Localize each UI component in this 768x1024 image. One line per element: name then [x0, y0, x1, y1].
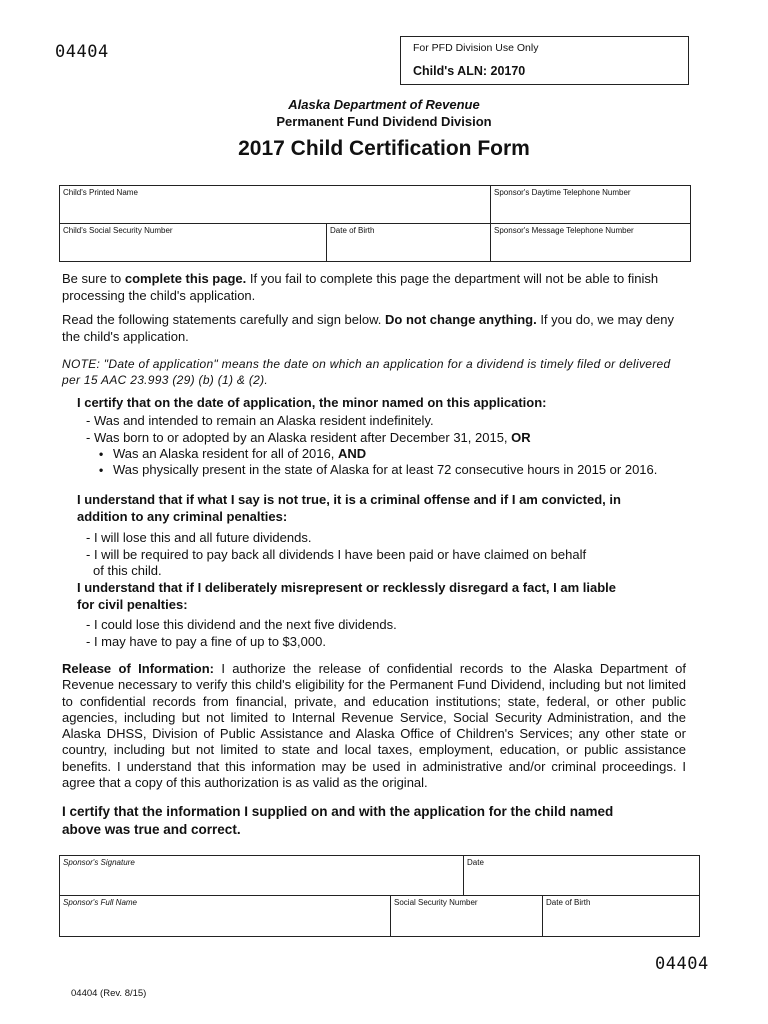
- sponsor-info-table: [59, 855, 700, 937]
- bullet-item-1: [99, 446, 366, 462]
- final-certify-line-1: I certify that the information I supplied on and with the application for the child named: [62, 804, 614, 819]
- intro-p2-text: Read the following statements carefully and sign below.: [62, 312, 386, 327]
- child-dob-label: Date of Birth: [330, 226, 375, 235]
- intro-p2-emphasis: Do not change anything.: [385, 312, 537, 327]
- intro-p1-text: Be sure to: [62, 271, 125, 286]
- and-word: AND: [338, 446, 367, 461]
- sponsor-daytime-phone-field[interactable]: [491, 186, 691, 224]
- intro-p1-rest: If you fail to complete this page the department will not be able to finish processing the child's application.: [62, 271, 659, 303]
- child-dob-field[interactable]: [327, 224, 491, 262]
- note-paragraph: NOTE: "Date of application" means the date on which an application for a dividend is timely filed or delivered per 15 AAC 23.993 (29) (b) (1) & (2).: [62, 357, 671, 387]
- child-info-table: [59, 185, 691, 262]
- sponsor-signature-field[interactable]: [60, 856, 464, 896]
- intro-p2-rest: If you do, we may deny the child's application.: [62, 312, 674, 344]
- sponsor-message-phone-label: Sponsor's Message Telephone Number: [494, 226, 634, 235]
- civil-heading-line-1: I understand that if I deliberately misrepresent or recklessly disregard a fact, I am liable: [77, 580, 616, 595]
- form-title: 2017 Child Certification Form: [238, 137, 530, 160]
- bullet-icon: •: [99, 447, 104, 461]
- release-of-information: [62, 661, 686, 791]
- office-use-label: For PFD Division Use Only: [413, 42, 539, 54]
- child-aln: Child's ALN: 20170: [413, 64, 526, 78]
- sponsor-dob-label: Date of Birth: [546, 898, 591, 907]
- sponsor-ssn-label: Social Security Number: [394, 898, 478, 907]
- bullet-1-text: Was an Alaska resident for all of 2016,: [113, 446, 335, 461]
- criminal-item-1: - I will lose this and all future dividends.: [86, 530, 312, 545]
- certify-item-2: [86, 430, 531, 446]
- form-number: 04404: [55, 42, 109, 62]
- sponsor-full-name-label: Sponsor's Full Name: [63, 898, 137, 907]
- child-printed-name-label: Child's Printed Name: [63, 188, 138, 197]
- civil-item-1: - I could lose this dividend and the next five dividends.: [86, 617, 397, 632]
- sponsor-daytime-phone-label: Sponsor's Daytime Telephone Number: [494, 188, 631, 197]
- bullet-icon: •: [99, 463, 104, 477]
- child-ssn-label: Child's Social Security Number: [63, 226, 173, 235]
- agency-name: Alaska Department of Revenue: [288, 97, 480, 112]
- child-ssn-field[interactable]: [60, 224, 327, 262]
- sponsor-message-phone-field[interactable]: [491, 224, 691, 262]
- intro-p1-emphasis: complete this page.: [124, 271, 247, 286]
- division-name: Permanent Fund Dividend Division: [276, 114, 492, 129]
- signature-date-label: Date: [467, 858, 484, 867]
- or-word: OR: [511, 430, 531, 445]
- bullet-2-text: Was physically present in the state of Alaska for at least 72 consecutive hours in 2015 or 2016.: [113, 462, 658, 477]
- intro-paragraph-1: [62, 270, 686, 304]
- civil-item-2: - I may have to pay a fine of up to $3,000.: [86, 634, 326, 649]
- criminal-heading-line-2: addition to any criminal penalties:: [77, 509, 288, 524]
- certify-heading: I certify that on the date of application, the minor named on this application:: [77, 395, 547, 410]
- certify-item-2-text: - Was born to or adopted by an Alaska resident after December 31, 2015,: [86, 430, 508, 445]
- criminal-heading-line-1: I understand that if what I say is not true, it is a criminal offense and if I am convicted, in: [77, 492, 621, 507]
- release-text: I authorize the release of confidential records to the Alaska Department of Revenue necessary to verify this child's eligibility for the Permanent Fund Dividend, including but not limited to confidential records from financial, private, and education institutions; state, federal, or other public agencies, including but not limited to Internal Revenue Service, Social Security Administration, and the Alaska DHSS, Division of Public Assistance and Alaska Office of Children's Services; any other state or country, including but not limited to state and local taxes, employment, education, or public assistance benefits. I understand that this information may be used in administrative and/or criminal proceedings. I agree that a copy of this authorization is as valid as the original.: [62, 661, 687, 791]
- bullet-item-2: [99, 462, 657, 478]
- sponsor-dob-field[interactable]: [543, 896, 700, 937]
- form-number-footer: 04404: [655, 954, 709, 974]
- office-use-box: [400, 36, 689, 85]
- sponsor-ssn-field[interactable]: [391, 896, 543, 937]
- certify-item-1: - Was and intended to remain an Alaska resident indefinitely.: [86, 413, 434, 428]
- criminal-item-2-cont: of this child.: [93, 563, 162, 578]
- final-certify-line-2: above was true and correct.: [62, 822, 241, 837]
- signature-date-field[interactable]: [464, 856, 700, 896]
- criminal-item-2: - I will be required to pay back all dividends I have been paid or have claimed on behalf: [86, 547, 587, 562]
- intro-paragraph-2: [62, 311, 686, 345]
- sponsor-signature-label: Sponsor's Signature: [63, 858, 135, 867]
- civil-heading-line-2: for civil penalties:: [77, 597, 188, 612]
- child-printed-name-field[interactable]: [60, 186, 491, 224]
- release-label: Release of Information:: [62, 661, 214, 676]
- revision-line: 04404 (Rev. 8/15): [71, 988, 147, 999]
- sponsor-full-name-field[interactable]: [60, 896, 391, 937]
